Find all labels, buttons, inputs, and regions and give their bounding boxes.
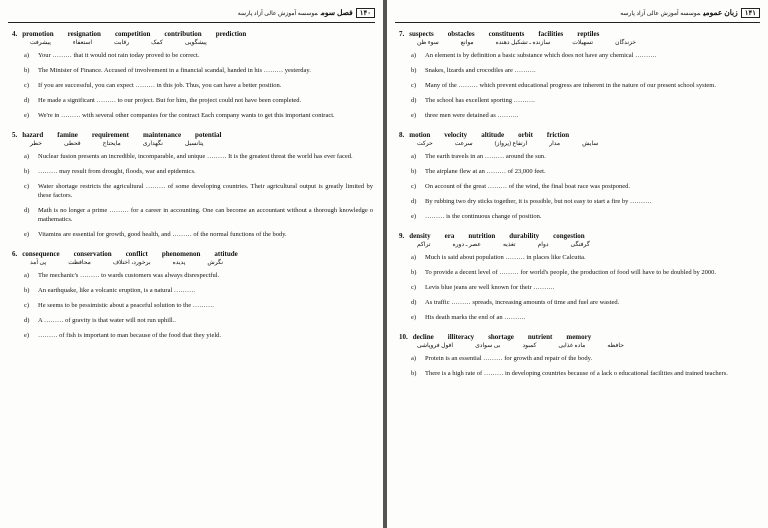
exercise-number: 9. xyxy=(399,232,405,240)
question-item xyxy=(24,182,373,200)
question-letter: b) xyxy=(411,269,417,276)
exercise-block xyxy=(12,131,373,239)
exercise-block xyxy=(399,131,758,221)
vocab-word: reptiles xyxy=(577,30,600,38)
question-text: He made a significant ……… to our project. But for him, the project could not have been completed. xyxy=(38,97,302,104)
question-text: Protein is an essential ……… for growth and repair of the body. xyxy=(425,355,593,362)
persian-translation: برخورد، اختلاف xyxy=(112,260,151,266)
question-text: To provide a decent level of ……… for world's people, the production of food will have to be doubled by 2000. xyxy=(425,269,716,276)
vocab-word: nutrient xyxy=(527,333,553,341)
question-item xyxy=(411,212,758,221)
persian-translation: گرفتگی xyxy=(570,242,590,248)
exercise-block xyxy=(399,30,758,120)
question-letter: b) xyxy=(24,168,30,175)
question-letter: b) xyxy=(411,168,417,175)
right-page-header xyxy=(395,8,760,23)
question-letter: a) xyxy=(411,153,417,160)
question-text: Levis blue jeans are well known for their ………. xyxy=(425,284,555,291)
question-item xyxy=(411,313,758,322)
vocab-header xyxy=(12,131,373,139)
persian-translation: نگرش xyxy=(207,260,224,266)
question-letter: e) xyxy=(411,213,417,220)
question-letter: d) xyxy=(24,317,30,324)
vocab-word: requirement xyxy=(91,131,129,139)
question-item xyxy=(24,96,373,105)
translation-row xyxy=(30,39,373,46)
question-letter: e) xyxy=(24,332,30,339)
vocab-word: consequence xyxy=(22,250,60,258)
question-item xyxy=(411,283,758,292)
persian-translation: پی آمد xyxy=(30,260,47,266)
persian-translation: پدیده xyxy=(172,260,186,266)
vocab-word: potential xyxy=(195,131,222,139)
persian-translation: کمبود xyxy=(522,343,537,349)
vocab-word: prediction xyxy=(215,30,247,38)
vocab-word: famine xyxy=(57,131,78,139)
exercise-number: 10. xyxy=(399,333,408,341)
vocab-word: obstacles xyxy=(447,30,475,38)
question-text: The school has excellent sporting ………. xyxy=(425,97,535,104)
persian-translation: سرعت xyxy=(454,141,473,147)
translation-row xyxy=(417,241,758,248)
exercise-block xyxy=(399,232,758,322)
question-text: Much is said about population ……… in places like Calcutta. xyxy=(425,254,586,261)
vocab-word: friction xyxy=(546,131,570,139)
page-number: ۱۴۱ xyxy=(741,8,760,18)
question-text: Your ……… that it would not rain today proved to be correct. xyxy=(38,52,200,59)
question-item xyxy=(411,81,758,90)
persian-translation: تسهیلات xyxy=(572,40,594,46)
translation-row xyxy=(30,140,373,147)
exercise-block xyxy=(399,333,758,378)
persian-translation: ارتفاع (پرواز) xyxy=(494,141,528,147)
question-letter: d) xyxy=(411,97,417,104)
vocab-word: orbit xyxy=(518,131,533,139)
vocab-word: promotion xyxy=(22,30,54,38)
question-item xyxy=(411,167,758,176)
vocab-word: nutrition xyxy=(468,232,496,240)
question-letter: c) xyxy=(411,183,417,190)
vocab-word: density xyxy=(409,232,431,240)
question-text: The Minister of Finance. Accused of involvement in a financial scandal, handed in his ……… yesterday. xyxy=(38,67,311,74)
question-item xyxy=(411,197,758,206)
vocab-word: maintenance xyxy=(142,131,182,139)
persian-translation: پیشرفت xyxy=(30,40,51,46)
vocab-word: motion xyxy=(409,131,431,139)
question-text: The mechanic's ……… to wards customers was always disrespectful. xyxy=(38,272,220,279)
question-text: The earth travels in an ……… around the sun. xyxy=(425,153,546,160)
institute-name: موسسه آموزش عالی آزاد پارسه xyxy=(620,11,701,17)
vocab-word: conflict xyxy=(125,250,148,258)
persian-translation: مدار xyxy=(549,141,561,147)
question-letter: b) xyxy=(24,67,30,74)
question-item xyxy=(24,301,373,310)
translation-row xyxy=(417,342,758,349)
vocab-word: conservation xyxy=(73,250,112,258)
vocab-word: decline xyxy=(412,333,434,341)
question-letter: c) xyxy=(411,284,417,291)
question-item xyxy=(24,286,373,295)
persian-translation: حرکت xyxy=(417,141,433,147)
question-item xyxy=(24,206,373,224)
question-letter: a) xyxy=(411,355,417,362)
exercise-block xyxy=(12,250,373,340)
question-item xyxy=(24,111,373,120)
question-text: An element is by definition a basic substance which does not have any chemical ………. xyxy=(425,52,657,59)
left-page xyxy=(0,0,383,528)
vocab-header xyxy=(399,333,758,341)
question-text: An earthquake, like a volcanic eruption, is a natural ………. xyxy=(38,287,196,294)
question-text: There is a high rate of ……… in developing countries because of a lack o educational facilities and trained teachers. xyxy=(425,370,728,377)
vocab-word: altitude xyxy=(481,131,505,139)
exercise-number: 4. xyxy=(12,30,18,38)
question-letter: d) xyxy=(411,198,417,205)
persian-translation: افول فروپاشی xyxy=(417,343,454,349)
question-letter: c) xyxy=(24,302,30,309)
translation-row xyxy=(417,39,758,46)
question-text: Nuclear fusion presents an incredible, incomparable, and unique ……… It is the greatest threat the world has ever faced. xyxy=(38,153,353,160)
question-text: The airplane flew at an ……… of 23,000 feet. xyxy=(425,168,546,175)
question-letter: a) xyxy=(24,52,30,59)
vocab-word: facilities xyxy=(538,30,564,38)
question-letter: c) xyxy=(411,82,417,89)
persian-translation: سازنده ـ تشکیل دهنده xyxy=(495,40,551,46)
persian-translation: نگهداری xyxy=(142,141,163,147)
question-item xyxy=(24,152,373,161)
question-item xyxy=(411,111,758,120)
question-item xyxy=(411,369,758,378)
vocab-word: constituents xyxy=(488,30,525,38)
question-letter: e) xyxy=(24,231,30,238)
vocab-word: illiteracy xyxy=(447,333,475,341)
vocab-word: durability xyxy=(509,232,540,240)
page-number: ۱۴۰ xyxy=(356,8,375,18)
persian-translation: عصر ـ دوره xyxy=(452,242,481,248)
persian-translation: قحطی xyxy=(63,141,81,147)
question-letter: a) xyxy=(411,52,417,59)
question-item xyxy=(411,96,758,105)
vocab-header xyxy=(12,250,373,258)
question-text: Vitamins are essential for growth, good health, and ……… of the normal functions of the body. xyxy=(38,231,287,238)
vocab-header xyxy=(399,30,758,38)
question-letter: e) xyxy=(411,314,417,321)
persian-translation: تراکم xyxy=(417,242,431,248)
question-text: ……… of fish is important to man because of the food that they yield. xyxy=(38,332,222,339)
question-text: On account of the great ……… of the wind, the final boat race was postponed. xyxy=(425,183,631,190)
question-letter: d) xyxy=(24,207,30,214)
vocab-word: era xyxy=(444,232,455,240)
question-text: Math is no longer a prime ……… for a career in accounting. One can become an accountant without a thorough knowledge o mathematics. xyxy=(38,207,373,223)
question-letter: e) xyxy=(411,112,417,119)
question-text: ……… is the continuous change of position. xyxy=(425,213,542,220)
vocab-word: contribution xyxy=(164,30,202,38)
question-letter: e) xyxy=(24,112,30,119)
vocab-word: attitude xyxy=(214,250,238,258)
question-text: Snakes, lizards and crocodiles are ………. xyxy=(425,67,536,74)
institute-name: موسسه آموزش عالی آزاد پارسه xyxy=(237,11,318,17)
persian-translation: خزندگان xyxy=(615,40,637,46)
persian-translation: استعفاء xyxy=(72,40,92,46)
persian-translation: سایش xyxy=(582,141,599,147)
persian-translation: خطر xyxy=(30,141,42,147)
question-text: As traffic ……… spreads, increasing amounts of time and fuel are wasted. xyxy=(425,299,620,306)
left-page-header xyxy=(8,8,375,23)
right-page-content xyxy=(399,30,758,389)
persian-translation: بی سوادی xyxy=(475,343,501,349)
right-page xyxy=(387,0,768,528)
question-text: Water shortage restricts the agricultural ……… of some developing countries. Their agricultural output is greatly limited by these factors. xyxy=(38,183,373,199)
vocab-word: resignation xyxy=(67,30,101,38)
persian-translation: تغذیه xyxy=(502,242,516,248)
persian-translation: مایحتاج xyxy=(102,141,121,147)
exercise-number: 5. xyxy=(12,131,18,139)
question-item xyxy=(411,182,758,191)
question-item xyxy=(411,354,758,363)
vocab-word: hazard xyxy=(22,131,44,139)
vocab-header xyxy=(12,30,373,38)
question-letter: a) xyxy=(24,272,30,279)
persian-translation: رقابت xyxy=(114,40,130,46)
question-item xyxy=(411,51,758,60)
persian-translation: دوام xyxy=(537,242,549,248)
vocab-word: phenomenon xyxy=(161,250,201,258)
exercise-block xyxy=(12,30,373,120)
translation-row xyxy=(417,140,758,147)
persian-translation: پتانسیل xyxy=(184,141,204,147)
question-item xyxy=(24,66,373,75)
question-item xyxy=(411,152,758,161)
vocab-header xyxy=(399,232,758,240)
persian-translation: حافظه xyxy=(607,343,624,349)
vocab-word: shortage xyxy=(488,333,514,341)
question-letter: b) xyxy=(24,287,30,294)
question-text: We're in ……… with several other companies for the contract Each company wants to get this important contract. xyxy=(38,112,335,119)
exercise-number: 8. xyxy=(399,131,405,139)
question-text: three men were detained as ………. xyxy=(425,112,519,119)
question-item xyxy=(411,66,758,75)
question-text: If you are successful, you can expect ……… in this job. Thus, you can have a better position. xyxy=(38,82,282,89)
question-text: Many of the ……… which prevent educational progress are inherent in the nature of our present school system. xyxy=(425,82,716,89)
vocab-word: congestion xyxy=(553,232,585,240)
persian-translation: موانع xyxy=(460,40,474,46)
question-text: By rubbing two dry sticks together, it is possible, but not easy to start a fire by ………. xyxy=(425,198,652,205)
persian-translation: پیشگویی xyxy=(184,40,207,46)
question-item xyxy=(24,331,373,340)
vocab-word: velocity xyxy=(444,131,468,139)
vocab-header xyxy=(399,131,758,139)
question-item xyxy=(411,268,758,277)
question-item xyxy=(24,51,373,60)
exercise-number: 6. xyxy=(12,250,18,258)
persian-translation: سوء ظن xyxy=(417,40,439,46)
question-item xyxy=(24,271,373,280)
vocab-word: suspects xyxy=(409,30,434,38)
question-text: He seems to be pessimistic about a peaceful solution to the ………. xyxy=(38,302,214,309)
question-letter: d) xyxy=(24,97,30,104)
exercise-number: 7. xyxy=(399,30,405,38)
section-title: زبان عمومی xyxy=(703,8,738,17)
question-letter: a) xyxy=(411,254,417,261)
question-text: ……… may result from drought, floods, war and epidemics. xyxy=(38,168,196,175)
persian-translation: محافظت xyxy=(68,260,91,266)
persian-translation: ماده غذایی xyxy=(558,343,586,349)
question-text: A ……… of gravity is that water will not run uphill.. xyxy=(38,317,176,324)
question-text: His death marks the end of an ………. xyxy=(425,314,526,321)
persian-translation: کمک xyxy=(151,40,163,46)
question-item xyxy=(411,253,758,262)
question-letter: a) xyxy=(24,153,30,160)
question-letter: d) xyxy=(411,299,417,306)
question-letter: c) xyxy=(24,183,30,190)
vocab-word: competition xyxy=(114,30,151,38)
question-letter: b) xyxy=(411,370,417,377)
question-item xyxy=(24,316,373,325)
section-title: فصل سوم xyxy=(320,8,353,17)
question-letter: b) xyxy=(411,67,417,74)
translation-row xyxy=(30,259,373,266)
vocab-word: memory xyxy=(566,333,592,341)
question-item xyxy=(24,230,373,239)
question-item xyxy=(24,81,373,90)
question-item xyxy=(411,298,758,307)
question-letter: c) xyxy=(24,82,30,89)
question-item xyxy=(24,167,373,176)
left-page-content xyxy=(12,30,373,351)
